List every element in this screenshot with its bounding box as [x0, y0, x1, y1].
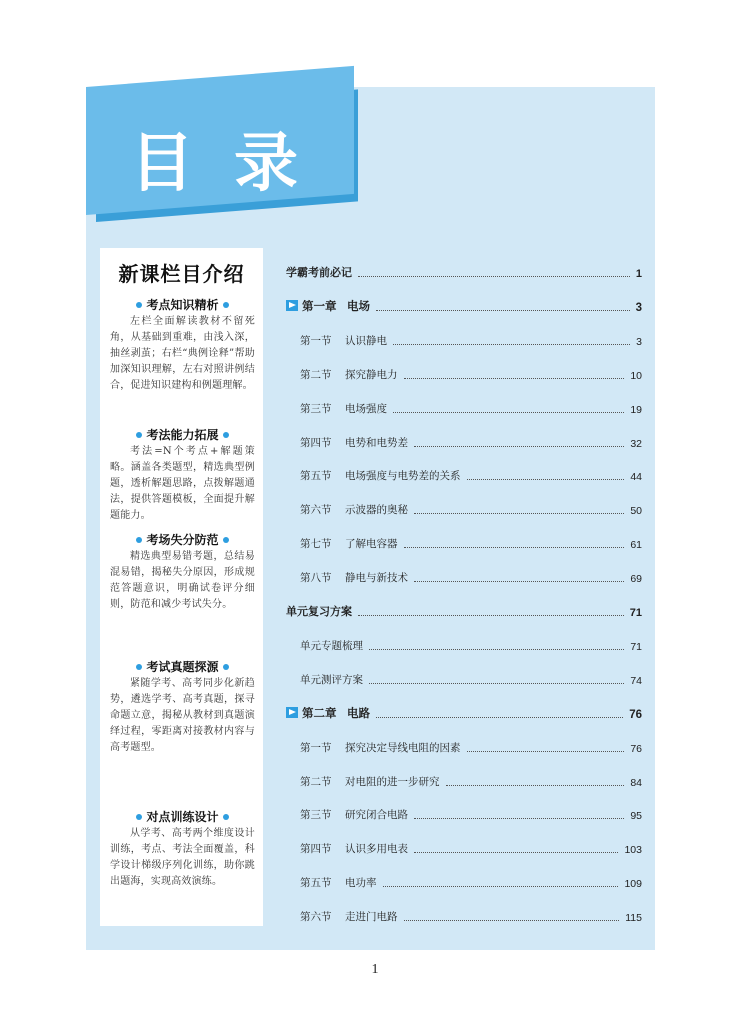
toc-entry-title: 走进门电路: [345, 911, 398, 924]
toc-section-row[interactable]: [286, 637, 642, 653]
sidebar-title: 新课栏目介绍: [118, 262, 245, 286]
toc-entry-title: 认识多用电表: [345, 843, 408, 856]
toc-page-number: 115: [625, 912, 642, 925]
sidebar-section-body: 精选典型易错考题，总结易混易错，揭秘失分原因，形成规范答题意识，明确试卷评分细则，防范和减少考试失分。: [110, 551, 255, 610]
dot-leader: [358, 615, 624, 616]
toc-entry-title: 电场强度与电势差的关系: [345, 470, 461, 483]
toc-page-number: 109: [624, 878, 642, 891]
toc-entry-title: 学霸考前必记: [286, 266, 352, 279]
toc-page-number: 76: [630, 742, 642, 755]
toc-entry-number: 第八节: [300, 572, 332, 585]
toc-entry-title: 电场: [347, 298, 370, 313]
dot-leader: [414, 818, 624, 819]
toc-page-number: 71: [630, 640, 642, 653]
toc-entry-label: [300, 401, 387, 416]
bullet-dot-icon: [223, 432, 229, 438]
sidebar-section: [110, 296, 255, 394]
toc-section-row[interactable]: [286, 671, 642, 687]
toc-entry-title: 对电阻的进一步研究: [345, 775, 440, 788]
toc-page-number: 74: [630, 674, 642, 687]
toc-section-row[interactable]: [286, 739, 642, 755]
dot-leader: [414, 446, 624, 447]
sidebar-section-body: 左栏全面解读教材不留死角，从基础到重难，由浅入深，抽丝剥茧；右栏“典例诠释”帮助加深知识理解，左右对照讲例结合，促进知识建构和例题理解。: [110, 316, 255, 391]
toc-entry-number: 第六节: [300, 911, 332, 924]
sidebar-section-heading: [110, 426, 255, 444]
toc-entry-label: [286, 264, 352, 280]
toc-page-number: 69: [630, 573, 642, 586]
sidebar-section-heading-text: 考试真题探源: [146, 660, 219, 674]
toc-entry-label: [300, 875, 377, 890]
toc-entry-label: [300, 841, 408, 856]
toc-entry-label: [300, 468, 461, 483]
toc-entry-number: 第三节: [300, 809, 332, 822]
toc-section-row[interactable]: [286, 908, 642, 924]
dot-leader: [358, 276, 630, 277]
toc-entry-label: [300, 435, 408, 450]
toc-page-number: 50: [630, 505, 642, 518]
toc-entry-label: [300, 536, 398, 551]
toc-part-row[interactable]: [286, 603, 642, 619]
toc-section-row[interactable]: [286, 874, 642, 890]
sidebar-section: [110, 426, 255, 524]
play-triangle-icon: [286, 300, 298, 311]
toc-entry-label: [300, 909, 398, 924]
toc-entry-title: 单元专题梳理: [300, 639, 363, 652]
toc-entry-label: [286, 705, 370, 721]
dot-leader: [369, 683, 624, 684]
toc-page-number: 32: [630, 437, 642, 450]
bullet-dot-icon: [136, 814, 142, 820]
page-title: 目录: [130, 127, 338, 201]
sidebar-section-heading-text: 考点知识精析: [146, 298, 219, 312]
toc-section-row[interactable]: [286, 806, 642, 822]
toc-entry-number: 第六节: [300, 504, 332, 517]
toc-page-number: 95: [630, 810, 642, 823]
toc-entry-title: 电路: [347, 705, 370, 720]
toc-page-number: 44: [630, 471, 642, 484]
toc-entry-title: 研究闭合电路: [345, 809, 408, 822]
toc-chapter-row[interactable]: [286, 298, 642, 314]
sidebar-section-heading-text: 考法能力拓展: [146, 428, 219, 442]
toc-entry-number: 第五节: [300, 470, 332, 483]
dot-leader: [393, 412, 624, 413]
sidebar-section: [110, 531, 255, 613]
toc-entry-title: 单元复习方案: [286, 605, 352, 618]
column-intro-sidebar: [100, 248, 263, 926]
toc-section-row[interactable]: [286, 535, 642, 551]
toc-entry-title: 示波器的奥秘: [345, 504, 408, 517]
toc-page-number: 103: [624, 844, 642, 857]
toc-entry-title: 了解电容器: [345, 538, 398, 551]
toc-entry-number: 第一节: [300, 334, 332, 347]
toc-part-row[interactable]: [286, 264, 642, 280]
toc-section-row[interactable]: [286, 773, 642, 789]
dot-leader: [383, 886, 619, 887]
bullet-dot-icon: [136, 537, 142, 543]
sidebar-section-body: 从学考、高考两个维度设计训练，考点、考法全面覆盖，科学设计梯级序列化训练，助你跳出题海，实现高效演练。: [110, 828, 255, 887]
dot-leader: [393, 344, 630, 345]
toc-entry-number: 第三节: [300, 402, 332, 415]
sidebar-section-heading: [110, 808, 255, 826]
toc-section-row[interactable]: [286, 332, 642, 348]
dot-leader: [414, 513, 624, 514]
toc-section-row[interactable]: [286, 434, 642, 450]
dot-leader: [404, 920, 620, 921]
sidebar-section-body: 考法=N个考点+解题策略。涵盖各类题型，精选典型例题，透析解题思路，点拨解题通法，提供答题模板，全面提升解题能力。: [110, 446, 255, 521]
bullet-dot-icon: [223, 302, 229, 308]
toc-entry-title: 电势和电势差: [345, 436, 408, 449]
play-triangle-icon: [286, 707, 298, 718]
toc-section-row[interactable]: [286, 840, 642, 856]
sidebar-section-heading: [110, 296, 255, 314]
toc-section-row[interactable]: [286, 467, 642, 483]
toc-entry-label: [300, 672, 363, 687]
bullet-dot-icon: [136, 302, 142, 308]
toc-entry-title: 认识静电: [345, 334, 387, 347]
bullet-dot-icon: [136, 664, 142, 670]
toc-entry-label: [300, 333, 387, 348]
toc-page-number: 1: [635, 268, 642, 280]
toc-section-row[interactable]: [286, 366, 642, 382]
dot-leader: [467, 479, 625, 480]
toc-page-number: 84: [630, 776, 642, 789]
dot-leader: [376, 717, 623, 718]
toc-entry-number: 第七节: [300, 538, 332, 551]
toc-entry-title: 探究决定导线电阻的因素: [345, 741, 461, 754]
toc-entry-number: 第四节: [300, 436, 332, 449]
toc-entry-number: 第一章: [302, 298, 337, 313]
toc-entry-label: [300, 502, 408, 517]
toc-page-number: 19: [630, 403, 642, 416]
toc-entry-label: [300, 774, 440, 789]
toc-entry-label: [286, 298, 370, 314]
toc-entry-label: [300, 807, 408, 822]
toc-page-number: 76: [629, 708, 642, 721]
toc-entry-title: 电功率: [345, 877, 377, 890]
toc-entry-title: 电场强度: [345, 402, 387, 415]
toc-entry-title: 单元测评方案: [300, 673, 363, 686]
dot-leader: [404, 547, 625, 548]
dot-leader: [369, 649, 624, 650]
toc-entry-number: 第二节: [300, 368, 332, 381]
toc-entry-number: 第四节: [300, 843, 332, 856]
toc-page-number: 10: [630, 369, 642, 382]
bullet-dot-icon: [223, 664, 229, 670]
sidebar-section-body: 紧随学考、高考同步化新趋势，遴选学考、高考真题，探寻命题立意，揭秘从教材到真题演绎过程，零距离对接教材内容与高考题型。: [110, 678, 255, 753]
toc-section-row[interactable]: [286, 569, 642, 585]
toc-entry-number: 第一节: [300, 741, 332, 754]
toc-section-row[interactable]: [286, 501, 642, 517]
toc-entry-label: [286, 603, 352, 619]
toc-page-number: 61: [630, 539, 642, 552]
dot-leader: [414, 581, 624, 582]
dot-leader: [376, 310, 630, 311]
toc-entry-label: [300, 367, 398, 382]
sidebar-section: [110, 658, 255, 756]
dot-leader: [414, 852, 618, 853]
dot-leader: [467, 751, 625, 752]
toc-entry-label: [300, 570, 408, 585]
toc-page-number: 3: [636, 335, 642, 348]
sidebar-section-heading-text: 对点训练设计: [146, 810, 219, 824]
dot-leader: [446, 785, 625, 786]
sidebar-section-heading: [110, 658, 255, 676]
toc-page-number: 3: [635, 301, 642, 314]
toc-entry-title: 静电与新技术: [345, 572, 408, 585]
toc-entry-number: 第五节: [300, 877, 332, 890]
toc-section-row[interactable]: [286, 400, 642, 416]
sidebar-section: [110, 808, 255, 890]
sidebar-section-heading-text: 考场失分防范: [146, 533, 219, 547]
page-number: 1: [371, 962, 379, 977]
toc-entry-label: [300, 638, 363, 653]
toc-entry-title: 探究静电力: [345, 368, 398, 381]
toc-entry-number: 第二节: [300, 775, 332, 788]
bullet-dot-icon: [223, 814, 229, 820]
dot-leader: [404, 378, 625, 379]
toc-entry-number: 第二章: [302, 705, 337, 720]
bullet-dot-icon: [136, 432, 142, 438]
toc-chapter-row[interactable]: [286, 705, 642, 721]
toc-entry-label: [300, 740, 461, 755]
toc-page-number: 71: [629, 607, 642, 619]
sidebar-section-heading: [110, 531, 255, 549]
bullet-dot-icon: [223, 537, 229, 543]
